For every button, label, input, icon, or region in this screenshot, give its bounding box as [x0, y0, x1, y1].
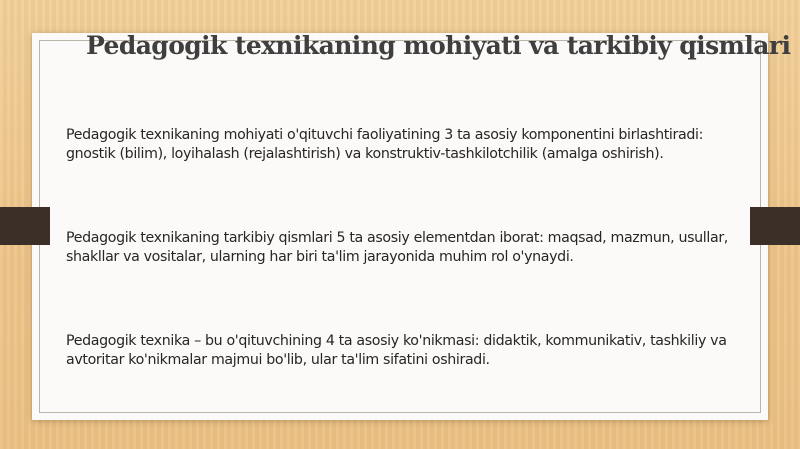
slide-title: Pedagogik texnikaning mohiyati va tarkibiy qismlari [86, 31, 791, 60]
paragraph-components: Pedagogik texnikaning tarkibiy qismlari 5 ta asosiy elementdan iborat: maqsad, mazmun, usullar, shakllar va vositalar, ularning har biri ta'lim jarayonida muhim rol o'ynaydi. [66, 230, 728, 265]
right-tab-decoration [750, 207, 800, 245]
paragraph-skills: Pedagogik texnika – bu o'qituvchining 4 ta asosiy ko'nikmasi: didaktik, kommunikativ, tashkiliy va avtoritar ko'nikmalar majmui bo'lib, ular ta'lim sifatini oshiradi. [66, 333, 727, 368]
paragraph-essence: Pedagogik texnikaning mohiyati o'qituvchi faoliyatining 3 ta asosiy komponentini birlashtiradi: gnostik (bilim), loyihalash (rejalashtirish) va konstruktiv-tashkilotchilik (amalga oshirish). [66, 127, 704, 162]
left-tab-decoration [0, 207, 50, 245]
